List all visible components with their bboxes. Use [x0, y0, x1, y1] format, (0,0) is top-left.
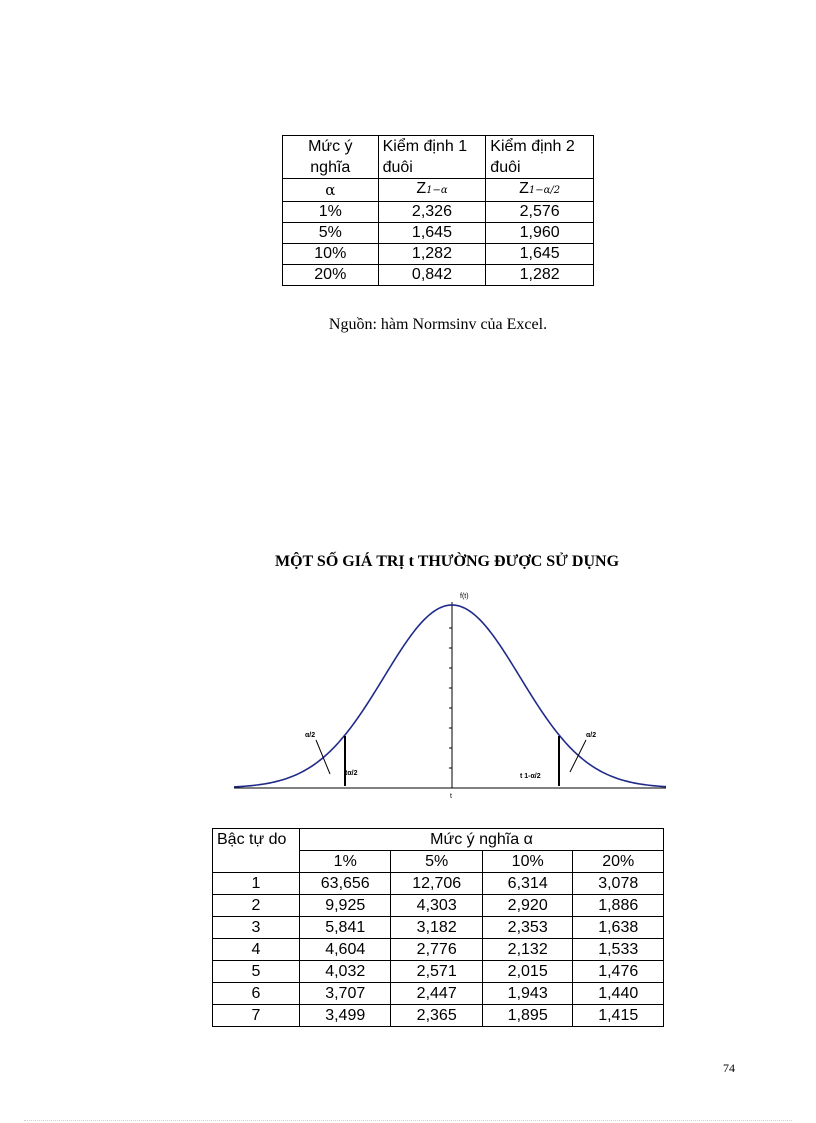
level-header: 10%	[482, 851, 573, 873]
level-header: 20%	[573, 851, 664, 873]
z-header-two-tail: Kiểm định 2 đuôi	[486, 136, 594, 179]
table-cell: 1,415	[573, 1005, 664, 1027]
table-cell: 1,645	[378, 223, 486, 244]
df-cell: 7	[213, 1005, 300, 1027]
table-cell: 2,015	[482, 961, 573, 983]
table-cell: 12,706	[391, 873, 482, 895]
table-cell: 2,571	[391, 961, 482, 983]
df-header: Bậc tự do	[213, 829, 300, 873]
left-cut-label: tα/2	[345, 770, 358, 777]
x-axis-label: t	[450, 793, 452, 800]
table-cell: 4,032	[300, 961, 391, 983]
table-cell: 1,960	[486, 223, 594, 244]
table-cell: 1,282	[486, 265, 594, 286]
table-cell: 1,638	[573, 917, 664, 939]
table-cell: 2,365	[391, 1005, 482, 1027]
t-distribution-figure	[230, 588, 670, 800]
df-cell: 3	[213, 917, 300, 939]
table-cell: 4,604	[300, 939, 391, 961]
table-cell: 2,920	[482, 895, 573, 917]
z-header-significance: Mức ý nghĩa	[283, 136, 379, 179]
table-cell: 3,707	[300, 983, 391, 1005]
z-one-tail-symbol: Z1−α	[378, 179, 486, 202]
z-two-tail-symbol: Z1−α/2	[486, 179, 594, 202]
right-cut-label: t 1-α/2	[520, 773, 541, 780]
table-cell: 1,943	[482, 983, 573, 1005]
table-cell: 3,078	[573, 873, 664, 895]
table-cell: 2,132	[482, 939, 573, 961]
table-cell: 2,353	[482, 917, 573, 939]
table-cell: 1,440	[573, 983, 664, 1005]
t-table-header-row	[213, 829, 664, 851]
t-table-body	[213, 873, 664, 1027]
table-row	[213, 873, 664, 895]
section-title: MỘT SỐ GIÁ TRỊ t THƯỜNG ĐƯỢC SỬ DỤNG	[274, 553, 620, 570]
z-critical-values-table	[282, 135, 594, 286]
table-row	[213, 939, 664, 961]
z-header-one-tail: Kiểm định 1 đuôi	[378, 136, 486, 179]
table-row	[213, 895, 664, 917]
table-cell: 1,895	[482, 1005, 573, 1027]
density-curve	[234, 605, 666, 787]
df-cell: 6	[213, 983, 300, 1005]
table-cell: 5,841	[300, 917, 391, 939]
df-cell: 5	[213, 961, 300, 983]
table-cell: 5%	[283, 223, 379, 244]
table-row	[213, 961, 664, 983]
table-cell: 2,776	[391, 939, 482, 961]
z-table-header-row	[283, 136, 594, 179]
left-area-pointer	[316, 740, 330, 774]
t-critical-values-table	[212, 828, 664, 1027]
left-area-label: α/2	[305, 732, 316, 739]
table-cell: 6,314	[482, 873, 573, 895]
level-header: 5%	[391, 851, 482, 873]
table-cell: 2,576	[486, 202, 594, 223]
table-cell: 1,886	[573, 895, 664, 917]
table-cell: 3,182	[391, 917, 482, 939]
level-header: 1%	[300, 851, 391, 873]
table-row	[283, 223, 594, 244]
table-row	[283, 202, 594, 223]
table-row	[213, 917, 664, 939]
table-cell: 2,447	[391, 983, 482, 1005]
table-cell: 20%	[283, 265, 379, 286]
source-note: Nguồn: hàm Normsinv của Excel.	[328, 316, 548, 333]
page-number: 74	[723, 1061, 735, 1075]
table-cell: 3,499	[300, 1005, 391, 1027]
table-row	[213, 983, 664, 1005]
df-cell: 2	[213, 895, 300, 917]
df-cell: 4	[213, 939, 300, 961]
z-table-symbol-row	[283, 179, 594, 202]
table-cell: 1,282	[378, 244, 486, 265]
table-row	[283, 265, 594, 286]
table-cell: 2,326	[378, 202, 486, 223]
table-cell: 10%	[283, 244, 379, 265]
table-row	[283, 244, 594, 265]
table-row	[213, 1005, 664, 1027]
table-cell: 4,303	[391, 895, 482, 917]
right-area-pointer	[570, 740, 586, 772]
df-cell: 1	[213, 873, 300, 895]
bottom-rule	[24, 1120, 792, 1121]
right-area-label: α/2	[586, 732, 597, 739]
table-cell: 0,842	[378, 265, 486, 286]
table-cell: 1,476	[573, 961, 664, 983]
y-axis-label: f(t)	[460, 593, 469, 600]
table-cell: 1,533	[573, 939, 664, 961]
table-cell: 9,925	[300, 895, 391, 917]
table-cell: 63,656	[300, 873, 391, 895]
alpha-symbol: α	[283, 179, 379, 202]
table-cell: 1%	[283, 202, 379, 223]
table-cell: 1,645	[486, 244, 594, 265]
significance-group-header: Mức ý nghĩa α	[300, 829, 664, 851]
